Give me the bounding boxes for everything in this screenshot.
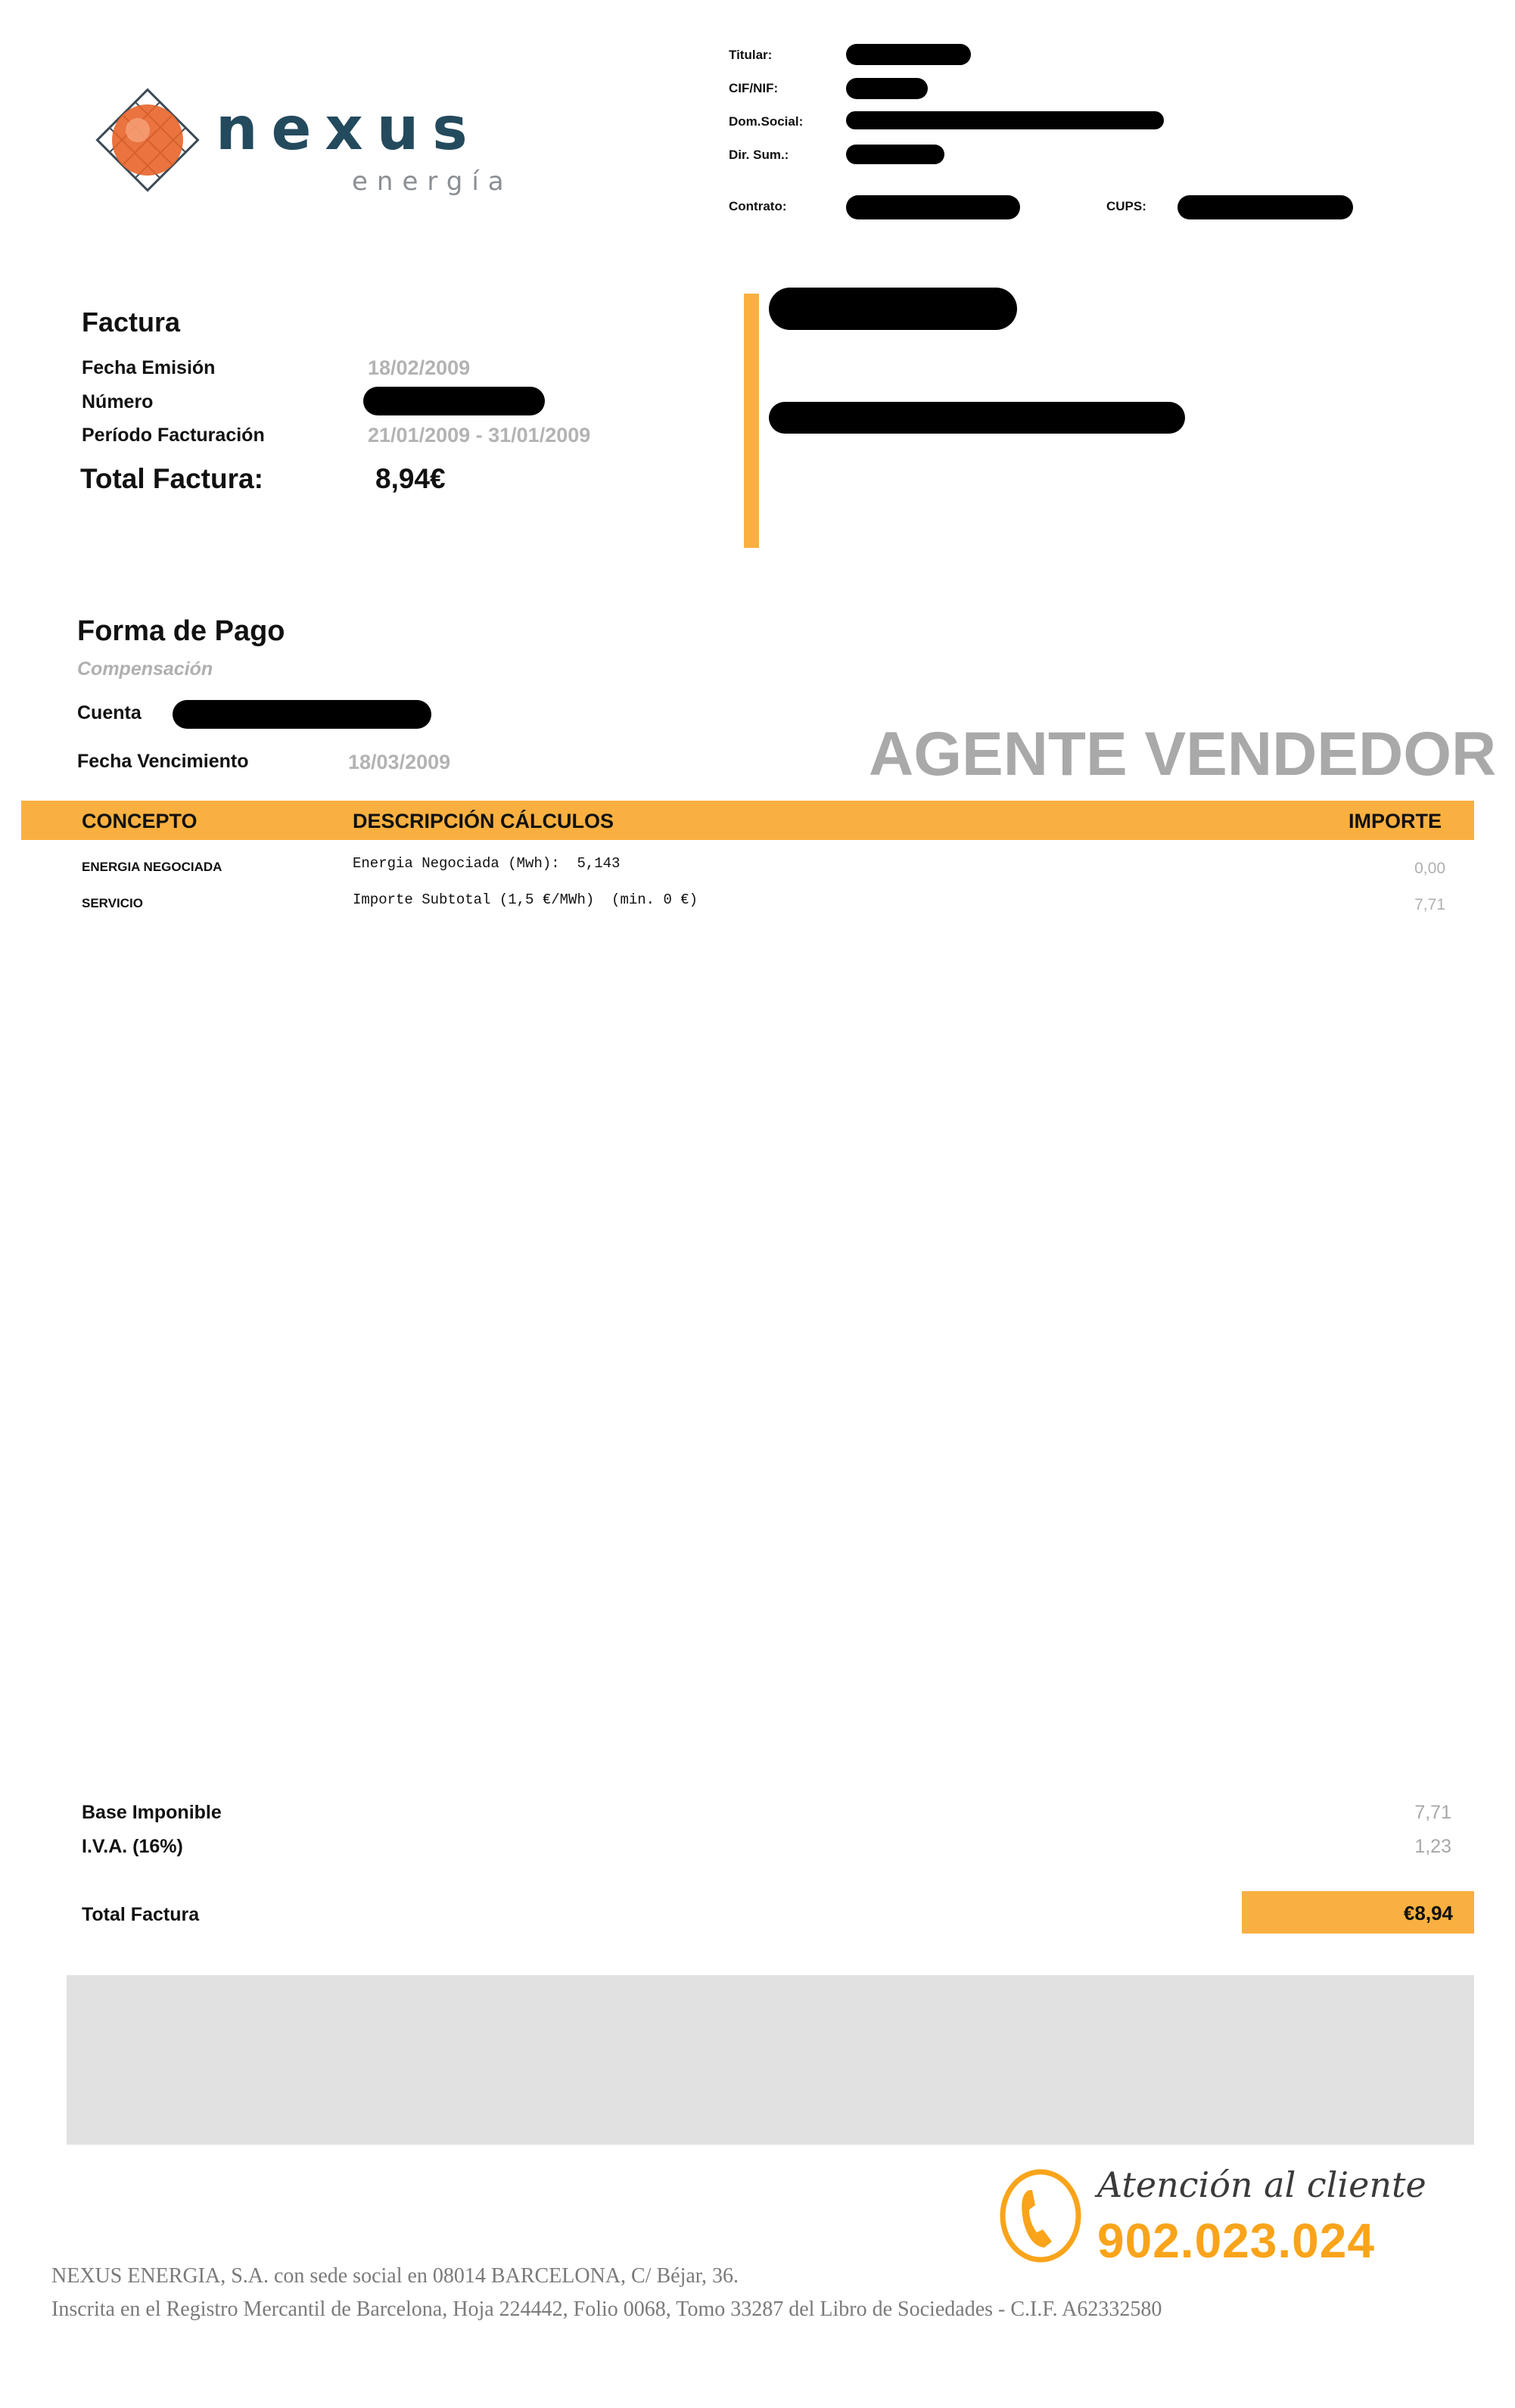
row-concepto: SERVICIO [82,896,143,910]
nexus-logo [91,83,560,204]
dir-sum-redaction [846,145,944,164]
total-factura-value: 8,94€ [375,463,446,494]
header-importe: IMPORTE [1349,810,1442,832]
agente-vendedor: AGENTE VENDEDOR [869,720,1497,789]
cups-label: CUPS: [1106,199,1146,213]
table-row [0,852,1515,882]
row-descripcion: Energia Negociada (Mwh): 5,143 [353,855,621,872]
row-importe: 0,00 [1414,860,1445,877]
forma-pago-method: Compensación [77,658,213,680]
brand-name: nexus [216,95,481,163]
footer-line-1: NEXUS ENERGIA, S.A. con sede social en 08014 BARCELONA, C/ Béjar, 36. [51,2264,739,2288]
dir-sum-label: Dir. Sum.: [729,148,789,162]
periodo-value: 21/01/2009 - 31/01/2009 [368,424,591,446]
numero-label: Número [82,391,154,412]
logo-mark-icon [91,83,204,197]
contrato-label: Contrato: [729,199,787,213]
table-header-bar [21,801,1474,840]
cups-redaction [1177,195,1353,219]
periodo-label: Período Facturación [82,425,265,446]
total-factura-bottom-value: €8,94 [1403,1902,1453,1924]
cuenta-label: Cuenta [77,702,142,723]
row-importe: 7,71 [1414,896,1445,913]
titular-label: Titular: [729,48,773,62]
header-descripcion: DESCRIPCIÓN CÁLCULOS [353,810,614,832]
phone-icon [999,2167,1082,2264]
cif-redaction [846,78,928,99]
cuenta-redaction [173,700,431,729]
atencion-block [999,2164,1453,2278]
vencimiento-value: 18/03/2009 [348,751,451,773]
total-factura-box [1242,1891,1474,1934]
footer-line-2: Inscrita en el Registro Mercantil de Barcelona, Hoja 224442, Folio 0068, Tomo 33287 del Libro de Sociedades - C.I.F. A62332580 [51,2298,1162,2321]
header-concepto: CONCEPTO [82,810,198,832]
fecha-emision-value: 18/02/2009 [368,356,471,379]
iva-value: 1,23 [1414,1836,1451,1857]
forma-pago-title: Forma de Pago [77,615,285,647]
base-imponible-value: 7,71 [1414,1802,1451,1823]
fecha-emision-label: Fecha Emisión [82,357,216,378]
contrato-redaction [846,195,1020,219]
total-factura-label: Total Factura: [80,463,263,494]
vencimiento-label: Fecha Vencimiento [77,751,249,772]
address-name-redaction [769,288,1017,330]
total-factura-bottom-label: Total Factura [82,1904,200,1925]
iva-label: I.V.A. (16%) [82,1836,183,1857]
cif-label: CIF/NIF: [729,81,779,95]
address-accent-bar [744,294,759,548]
message-box [67,1975,1474,2145]
brand-subtitle: energía [352,166,513,197]
address-line-redaction [769,402,1185,434]
dom-social-label: Dom.Social: [729,114,804,129]
dom-social-redaction [846,111,1164,129]
base-imponible-label: Base Imponible [82,1802,222,1823]
atencion-label: Atención al cliente [1097,2164,1426,2205]
row-descripcion: Importe Subtotal (1,5 €/MWh) (min. 0 €) [353,891,698,908]
factura-title: Factura [82,306,181,338]
numero-redaction [363,387,545,415]
atencion-phone: 902.023.024 [1097,2214,1375,2268]
table-row [0,888,1515,919]
titular-redaction [846,44,971,65]
row-concepto: ENERGIA NEGOCIADA [82,860,222,874]
